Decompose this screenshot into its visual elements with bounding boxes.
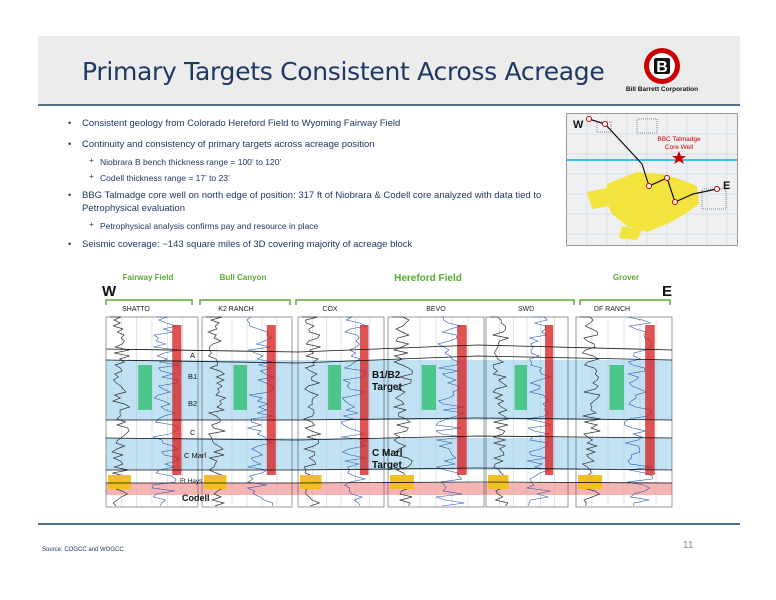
bullet-item: • Consistent geology from Colorado Hereford Field to Wyoming Fairway Field (68, 118, 558, 131)
west-label: W (102, 283, 117, 300)
page-number: 11 (683, 540, 694, 551)
acreage-block (587, 188, 609, 209)
footer-divider (38, 523, 740, 525)
log-fill-yellow (578, 475, 602, 489)
map-east-label: E (723, 180, 731, 192)
logo-letter: B (656, 59, 668, 76)
bullet-item: • Seismic coverage: ~143 square miles of 3D covering majority of acreage block (68, 239, 558, 252)
field-bracket (296, 300, 574, 305)
sub-bullet-item: + Codell thickness range = 17’ to 23’ (68, 172, 558, 185)
log-fill-yellow (300, 475, 322, 489)
log-fill-green (234, 365, 248, 410)
core-well-label: BBC Talmadge Core Well (657, 136, 701, 151)
horizon-label: B1 (188, 372, 198, 381)
log-fill-red (545, 325, 553, 475)
map-west-label: W (573, 119, 584, 131)
logo-mark (612, 46, 712, 86)
target-label-c: C Marl Target (372, 448, 403, 471)
log-fill-green (610, 365, 624, 410)
bullet-list (68, 118, 558, 259)
log-fill-red (645, 325, 655, 475)
well-name: SHATTO (122, 306, 150, 313)
acreage-block (605, 172, 699, 232)
target-label-b: B1/B2 Target (372, 370, 402, 393)
field-bracket (580, 300, 670, 305)
well-name: SWD (517, 306, 535, 313)
east-label: E (662, 283, 673, 300)
well-log-cross-section (98, 270, 682, 510)
log-fill-red (457, 325, 467, 475)
horizon-label: Codell (182, 493, 210, 503)
company-logo (612, 46, 712, 98)
log-fill-red (172, 325, 181, 475)
horizon-label: C (190, 428, 196, 437)
log-fill-yellow (204, 475, 227, 489)
header-divider (38, 104, 740, 106)
sub-bullet-item: + Petrophysical analysis confirms pay and resource in place (68, 220, 558, 233)
acreage-map (566, 113, 738, 246)
well-name: BEVO (426, 306, 446, 313)
log-fill-green (328, 365, 341, 410)
log-fill-green (515, 365, 527, 410)
horizon-label: A (190, 351, 196, 360)
field-bracket (200, 300, 290, 305)
horizon-label: Ft Hays (180, 478, 203, 485)
field-label: Grover (612, 273, 640, 282)
core-well-star-icon (672, 151, 686, 164)
well-name: K2 RANCH (218, 306, 254, 313)
field-label: Fairway Field (122, 273, 174, 282)
horizon-label: C Marl (184, 451, 207, 460)
bullet-item: • BBG Talmadge core well on north edge of position: 317 ft of Niobrara & Codell core analyzed with data tied to Petrophysical evaluation (68, 190, 558, 215)
sub-bullet-item: + Niobrara B bench thickness range = 100’ to 120’ (68, 156, 558, 169)
log-fill-green (138, 365, 152, 410)
company-name: Bill Barrett Corporation (625, 86, 699, 93)
log-fill-red (267, 325, 276, 475)
bullet-item: • Continuity and consistency of primary targets across acreage position (68, 139, 558, 152)
horizon-label: B2 (188, 399, 198, 408)
log-fill-yellow (108, 475, 131, 489)
slide-title: Primary Targets Consistent Across Acreage (82, 57, 605, 86)
source-note: Source: COGCC and WOGCC (42, 547, 124, 553)
log-fill-green (422, 365, 436, 410)
field-label: Hereford Field (394, 273, 462, 284)
field-label: Bull Canyon (219, 273, 267, 282)
log-fill-red (360, 325, 369, 475)
well-name: DF RANCH (593, 306, 631, 313)
field-bracket (106, 300, 192, 305)
well-name: COX (322, 306, 338, 313)
